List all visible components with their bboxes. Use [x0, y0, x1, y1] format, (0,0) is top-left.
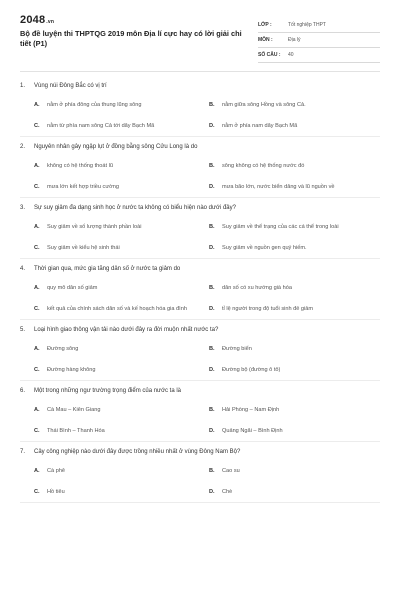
option-text: Suy giảm về kiểu hệ sinh thái	[47, 244, 120, 251]
option-text: Hải Phòng – Nam Định	[222, 406, 280, 413]
option-letter: A.	[34, 467, 40, 474]
answer-option[interactable]	[209, 420, 380, 441]
option-letter: C.	[34, 183, 40, 190]
question-text: Vùng núi Đông Bắc có vị trí	[34, 83, 107, 89]
question-text: Nguyên nhân gây ngập lụt ở đồng bằng sông Cửu Long là do	[34, 144, 198, 150]
option-text: Cao su	[222, 467, 240, 474]
answer-option[interactable]	[34, 94, 205, 115]
answer-option[interactable]	[209, 298, 380, 319]
meta-value: Địa lý	[288, 37, 301, 43]
option-text: nằm từ phía nam sông Cả tới dãy Bạch Mã	[47, 122, 155, 129]
option-letter: A.	[34, 223, 40, 230]
document-meta	[258, 18, 380, 63]
answer-option[interactable]	[209, 338, 380, 359]
question-item	[20, 320, 380, 381]
question-number: 5.	[20, 327, 26, 333]
option-text: dân số có xu hướng già hóa	[222, 284, 292, 291]
meta-row-subject	[258, 33, 380, 48]
answer-option[interactable]	[34, 176, 205, 197]
answer-option[interactable]	[209, 237, 380, 258]
option-text: Đường hàng không	[47, 366, 96, 373]
option-letter: C.	[34, 305, 40, 312]
option-text: nằm giữa sông Hồng và sông Cả.	[222, 101, 306, 108]
answer-option[interactable]	[34, 277, 205, 298]
question-text: Cây công nghiệp nào dưới đây được trồng nhiều nhất ở vùng Đông Nam Bộ?	[34, 449, 241, 455]
question-item	[20, 137, 380, 198]
option-text: tỉ lệ người trong độ tuổi sinh đẻ giảm	[222, 305, 314, 312]
option-letter: B.	[209, 406, 215, 413]
option-text: mưa bão lớn, nước biển dâng và lũ nguồn về	[222, 183, 335, 190]
answer-option[interactable]	[34, 338, 205, 359]
answer-option[interactable]	[34, 155, 205, 176]
answer-options	[20, 277, 380, 319]
option-text: không có hệ thống thoát lũ	[47, 162, 113, 169]
logo-brand: 2048	[20, 14, 46, 26]
meta-value: 40	[288, 52, 294, 58]
option-letter: D.	[209, 366, 215, 373]
answer-option[interactable]	[34, 359, 205, 380]
answer-options	[20, 94, 380, 136]
question-item	[20, 198, 380, 259]
option-text: Đường sông	[47, 345, 79, 352]
option-text: sông không có hệ thống nước đó	[222, 162, 305, 169]
option-letter: C.	[34, 244, 40, 251]
document-title: Bộ đề luyện thi THPTQG 2019 môn Địa lí cực hay có lời giải chi tiết (P1)	[20, 29, 242, 48]
answer-option[interactable]	[209, 176, 380, 197]
meta-row-count	[258, 48, 380, 63]
question-stem	[20, 387, 380, 399]
option-letter: D.	[209, 183, 215, 190]
option-text: Cà Mau – Kiên Giang	[47, 406, 101, 413]
logo-tld: .vn	[46, 19, 55, 25]
meta-label: MÔN :	[258, 37, 273, 43]
option-text: Cà phê	[47, 467, 66, 474]
question-number: 6.	[20, 388, 26, 394]
question-number: 4.	[20, 266, 26, 272]
option-letter: B.	[209, 467, 215, 474]
question-stem	[20, 448, 380, 460]
question-number: 3.	[20, 205, 26, 211]
option-letter: A.	[34, 284, 40, 291]
question-stem	[20, 204, 380, 216]
answer-option[interactable]	[34, 481, 205, 502]
meta-label: SỐ CÂU :	[258, 52, 281, 58]
question-stem	[20, 326, 380, 338]
answer-option[interactable]	[34, 399, 205, 420]
option-text: Hồ tiêu	[47, 488, 65, 495]
answer-option[interactable]	[209, 155, 380, 176]
option-letter: B.	[209, 223, 215, 230]
question-stem	[20, 143, 380, 155]
option-letter: A.	[34, 101, 40, 108]
answer-option[interactable]	[209, 94, 380, 115]
question-number: 2.	[20, 144, 26, 150]
option-text: Suy giảm về nguồn gen quý hiếm.	[222, 244, 307, 251]
option-text: Thái Bình – Thanh Hóa	[47, 427, 105, 434]
question-item	[20, 76, 380, 137]
answer-options	[20, 460, 380, 502]
answer-option[interactable]	[209, 216, 380, 237]
option-letter: B.	[209, 284, 215, 291]
site-logo[interactable]	[20, 14, 252, 26]
option-letter: C.	[34, 488, 40, 495]
answer-option[interactable]	[34, 420, 205, 441]
question-list	[20, 76, 380, 503]
option-text: Đường bộ (đường ô tô)	[222, 366, 281, 373]
meta-value: Tốt nghiệp THPT	[288, 22, 326, 28]
question-item	[20, 381, 380, 442]
answer-option[interactable]	[209, 277, 380, 298]
option-text: mưa lớn kết hợp triều cường	[47, 183, 119, 190]
option-text: nằm ở phía nam dãy Bạch Mã	[222, 122, 298, 129]
answer-option[interactable]	[209, 399, 380, 420]
answer-option[interactable]	[34, 216, 205, 237]
question-item	[20, 259, 380, 320]
answer-options	[20, 399, 380, 441]
option-letter: D.	[209, 244, 215, 251]
option-text: Đường biển	[222, 345, 252, 352]
option-text: quy mô dân số giảm	[47, 284, 98, 291]
option-letter: A.	[34, 162, 40, 169]
question-text: Thời gian qua, mức gia tăng dân số ở nước ta giảm do	[34, 266, 181, 272]
option-letter: C.	[34, 366, 40, 373]
option-text: Chè	[222, 488, 233, 495]
option-letter: D.	[209, 488, 215, 495]
answer-option[interactable]	[209, 460, 380, 481]
answer-option[interactable]	[209, 115, 380, 136]
option-letter: B.	[209, 345, 215, 352]
answer-option[interactable]	[34, 298, 205, 319]
option-text: Suy giảm về số lượng thành phần loài	[47, 223, 142, 230]
option-letter: D.	[209, 427, 215, 434]
header-divider	[20, 71, 380, 72]
answer-options	[20, 216, 380, 258]
answer-option[interactable]	[209, 359, 380, 380]
question-stem	[20, 265, 380, 277]
answer-option[interactable]	[34, 237, 205, 258]
option-letter: B.	[209, 101, 215, 108]
question-text: Một trong những ngư trường trọng điểm của nước ta là	[34, 388, 182, 394]
option-letter: C.	[34, 122, 40, 129]
meta-label: LỚP :	[258, 22, 272, 28]
option-text: kết quả của chính sách dân số và kế hoạch hóa gia đình	[47, 305, 187, 312]
question-item	[20, 442, 380, 503]
option-letter: D.	[209, 122, 215, 129]
meta-row-class	[258, 18, 380, 33]
question-text: Sự suy giảm đa dạng sinh học ở nước ta không có biểu hiện nào dưới đây?	[34, 205, 236, 211]
document-header	[20, 14, 380, 63]
question-number: 7.	[20, 449, 26, 455]
option-text: Suy giảm về thể trạng của các cá thể trong loài	[222, 223, 339, 230]
question-number: 1.	[20, 83, 26, 89]
option-letter: A.	[34, 345, 40, 352]
option-text: Quảng Ngãi – Bình Định	[222, 427, 283, 434]
option-letter: C.	[34, 427, 40, 434]
answer-option[interactable]	[209, 481, 380, 502]
answer-option[interactable]	[34, 115, 205, 136]
option-letter: B.	[209, 162, 215, 169]
header-left	[20, 14, 252, 49]
option-letter: A.	[34, 406, 40, 413]
answer-options	[20, 155, 380, 197]
option-letter: D.	[209, 305, 215, 312]
answer-options	[20, 338, 380, 380]
option-text: nằm ở phía đông của thung lũng sông	[47, 101, 142, 108]
answer-option[interactable]	[34, 460, 205, 481]
question-text: Loại hình giao thông vận tải nào dưới đây ra đời muộn nhất nước ta?	[34, 327, 219, 333]
question-stem	[20, 82, 380, 94]
